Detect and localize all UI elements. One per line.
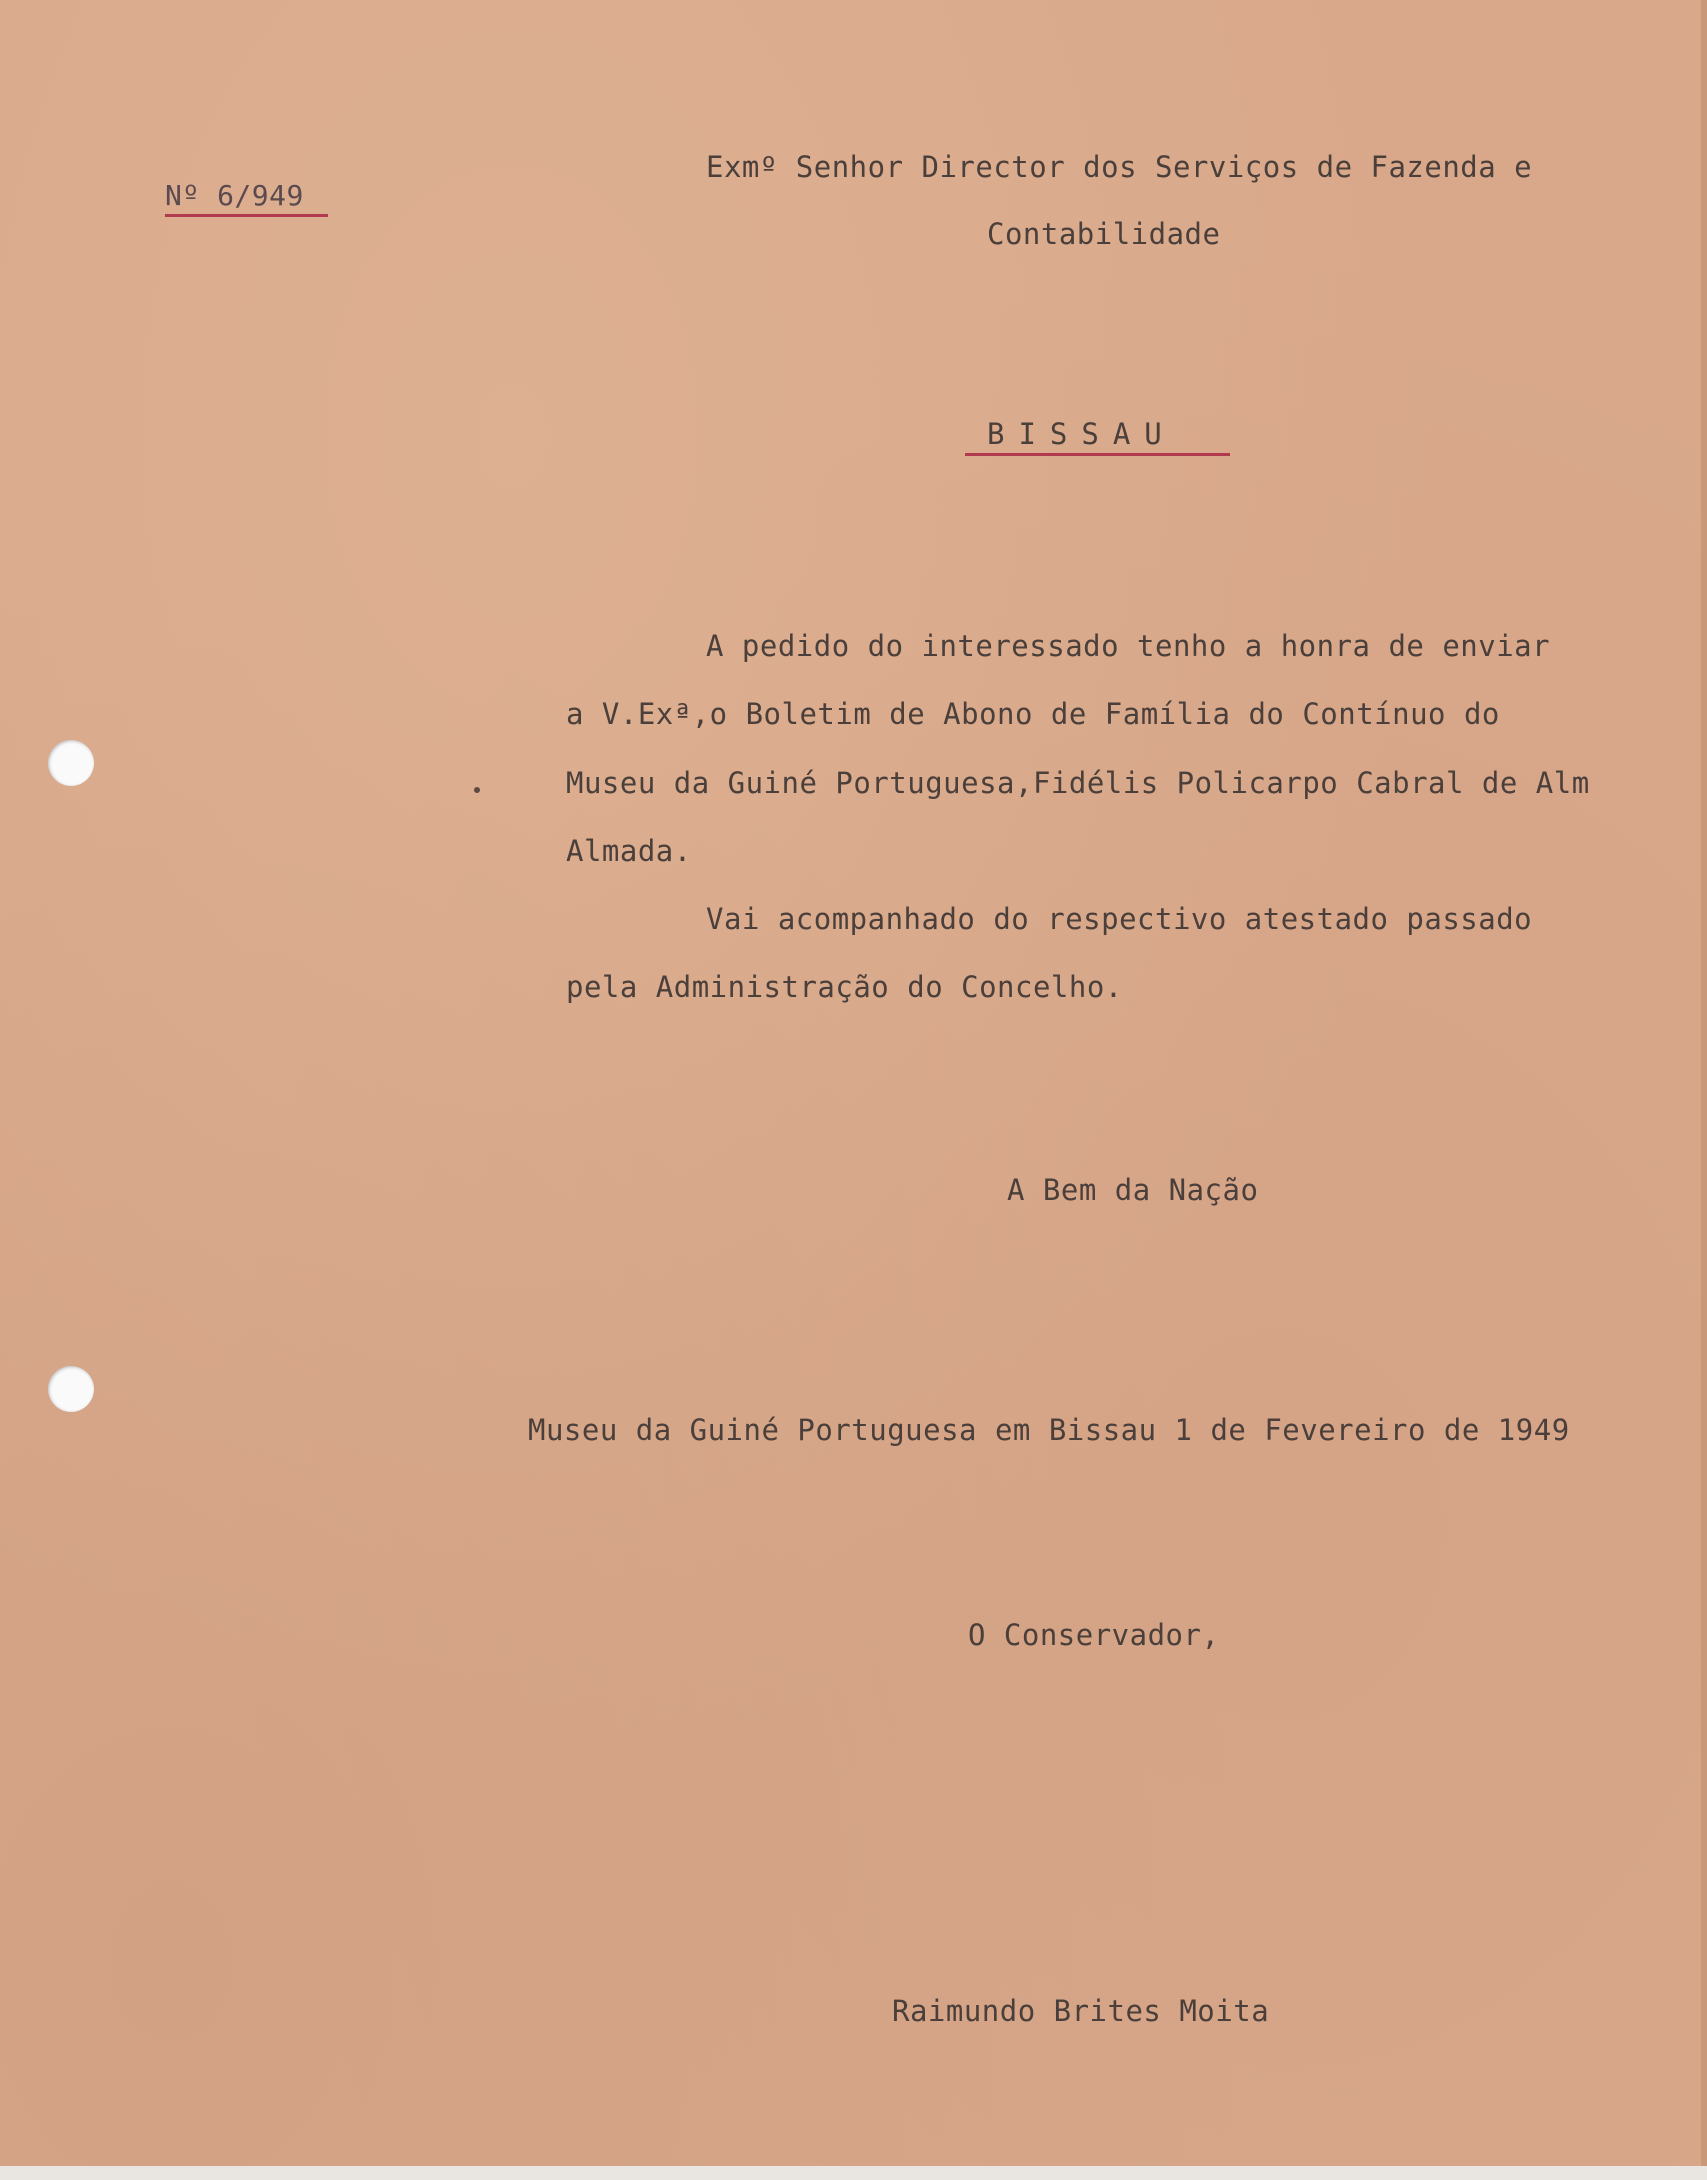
page-edge-right <box>1701 0 1707 2180</box>
punch-hole-top <box>48 740 94 786</box>
reference-underline <box>165 214 328 217</box>
margin-mark <box>474 787 480 793</box>
page-edge-bottom <box>0 2166 1707 2180</box>
city-underline <box>965 453 1230 456</box>
addressee-line-1: Exmº Senhor Director dos Serviços de Fazenda e <box>706 150 1533 184</box>
body-line-6: pela Administração do Concelho. <box>566 970 1123 1004</box>
body-line-5: Vai acompanhado do respectivo atestado passado <box>706 902 1533 936</box>
body-line-4: Almada. <box>566 834 692 868</box>
addressee-line-2: Contabilidade <box>987 217 1221 251</box>
body-line-2: a V.Exª,o Boletim de Abono de Família do Contínuo do <box>566 697 1500 731</box>
body-line-3: Museu da Guiné Portuguesa,Fidélis Policarpo Cabral de Alm <box>566 766 1590 800</box>
reference-number: Nº 6/949 <box>165 179 304 212</box>
punch-hole-bottom <box>48 1366 94 1412</box>
signatory-title: O Conservador, <box>968 1618 1220 1652</box>
place-and-date: Museu da Guiné Portuguesa em Bissau 1 de Fevereiro de 1949 <box>528 1413 1570 1447</box>
signatory-name: Raimundo Brites Moita <box>892 1994 1270 2028</box>
body-line-1: A pedido do interessado tenho a honra de enviar <box>706 629 1551 663</box>
city-heading: BISSAU <box>987 417 1176 451</box>
closing-salutation: A Bem da Nação <box>1007 1173 1259 1207</box>
